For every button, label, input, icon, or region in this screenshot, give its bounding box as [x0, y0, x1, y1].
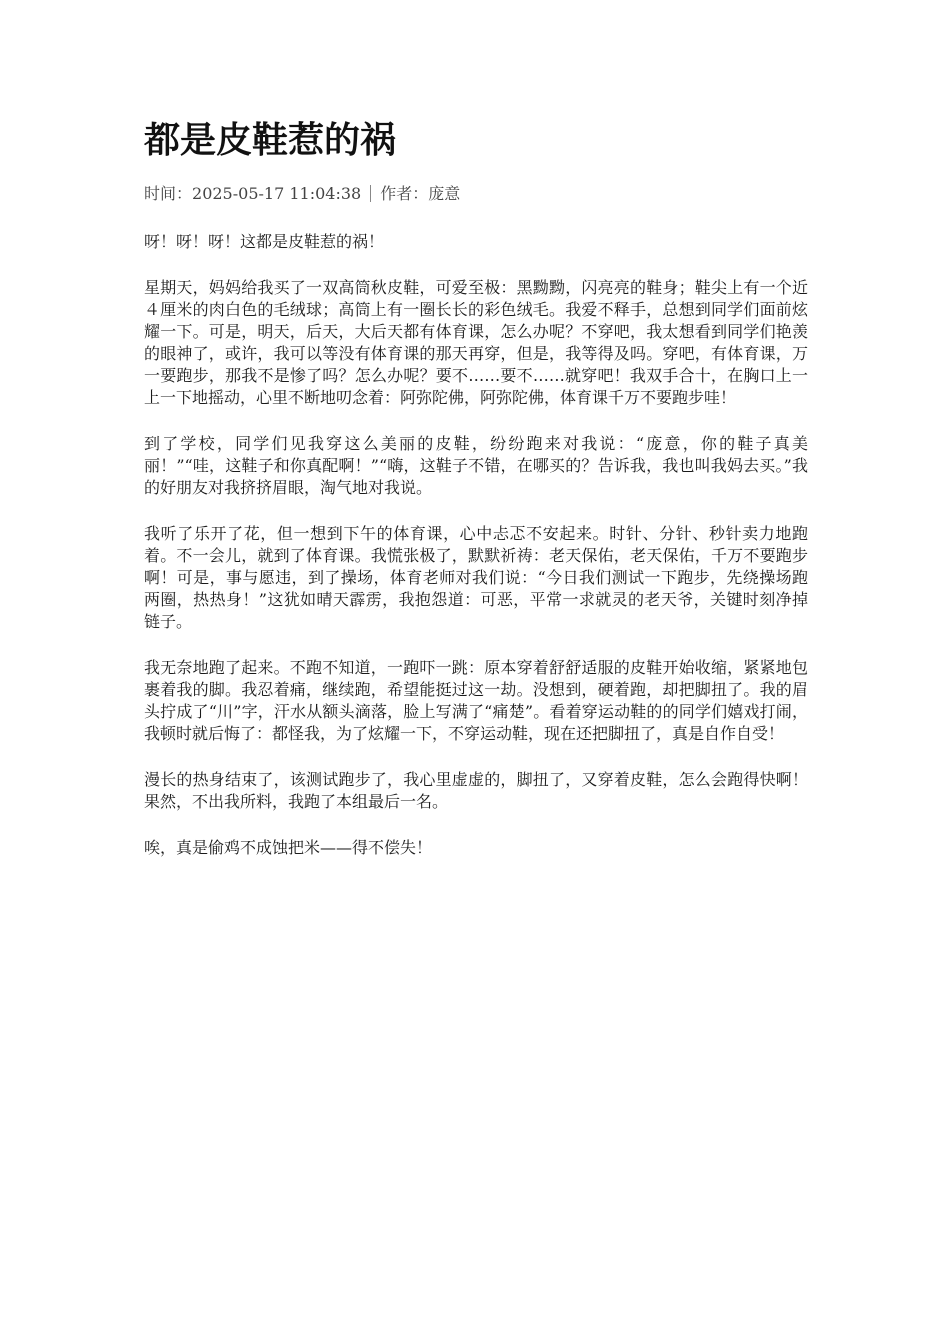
publish-time: 2025-05-17 11:04:38 — [192, 184, 362, 203]
article-body — [144, 231, 808, 859]
article — [144, 112, 808, 883]
paragraph: 星期天，妈妈给我买了一双高筒秋皮鞋，可爱至极：黑黝黝，闪亮亮的鞋身；鞋尖上有一个近４厘米的肉白色的毛绒球；高筒上有一圈长长的彩色绒毛。我爱不释手，总想到同学们面前炫耀一下。可是，明天，后天，大后天都有体育课，怎么办呢？不穿吧，我太想看到同学们艳羡的眼神了，或许，我可以等没有体育课的那天再穿，但是，我等得及吗。穿吧，有体育课，万一要跑步，那我不是惨了吗？怎么办呢？要不……要不……就穿吧！我双手合十，在胸口上一上一下地摇动，心里不断地叨念着：阿弥陀佛，阿弥陀佛，体育课千万不要跑步哇！ — [144, 278, 808, 407]
paragraph: 我无奈地跑了起来。不跑不知道，一跑吓一跳：原本穿着舒舒适服的皮鞋开始收缩，紧紧地包裹着我的脚。我忍着痛，继续跑，希望能挺过这一劫。没想到，硬着跑，却把脚扭了。我的眉头拧成了“川”字，汗水从额头滴落，脸上写满了“痛楚”。看着穿运动鞋的的同学们嬉戏打闹，我顿时就后悔了：都怪我，为了炫耀一下，不穿运动鞋，现在还把脚扭了，真是自作自受！ — [144, 658, 808, 743]
article-meta — [144, 182, 808, 206]
time-label: 时间： — [144, 184, 193, 203]
paragraph: 唉，真是偷鸡不成蚀把米——得不偿失！ — [144, 838, 433, 857]
paragraph: 到了学校，同学们见我穿这么美丽的皮鞋，纷纷跑来对我说：“庞意，你的鞋子真美丽！”“哇，这鞋子和你真配啊！”“嗨，这鞋子不错，在哪买的？告诉我，我也叫我妈去买。”我的好朋友对我挤挤眉眼，淘气地对我说。 — [144, 434, 808, 497]
author-name: 庞意 — [428, 184, 461, 203]
paragraph: 漫长的热身结束了，该测试跑步了，我心里虚虚的，脚扭了，又穿着皮鞋，怎么会跑得快啊！果然，不出我所料，我跑了本组最后一名。 — [144, 770, 808, 811]
meta-divider — [370, 185, 371, 202]
paragraph: 我听了乐开了花，但一想到下午的体育课，心中忐忑不安起来。时针、分针、秒针卖力地跑着。不一会儿，就到了体育课。我慌张极了，默默祈祷：老天保佑，老天保佑，千万不要跑步啊！可是，事与愿违，到了操场，体育老师对我们说：“今日我们测试一下跑步，先绕操场跑两圈，热热身！”这犹如晴天霹雳，我抱怨道：可恶，平常一求就灵的老天爷，关键时刻净掉链子。 — [144, 524, 808, 631]
paragraph: 呀！呀！呀！这都是皮鞋惹的祸！ — [144, 232, 385, 251]
author-label: 作者： — [380, 184, 429, 203]
article-title: 都是皮鞋惹的祸 — [144, 119, 397, 161]
